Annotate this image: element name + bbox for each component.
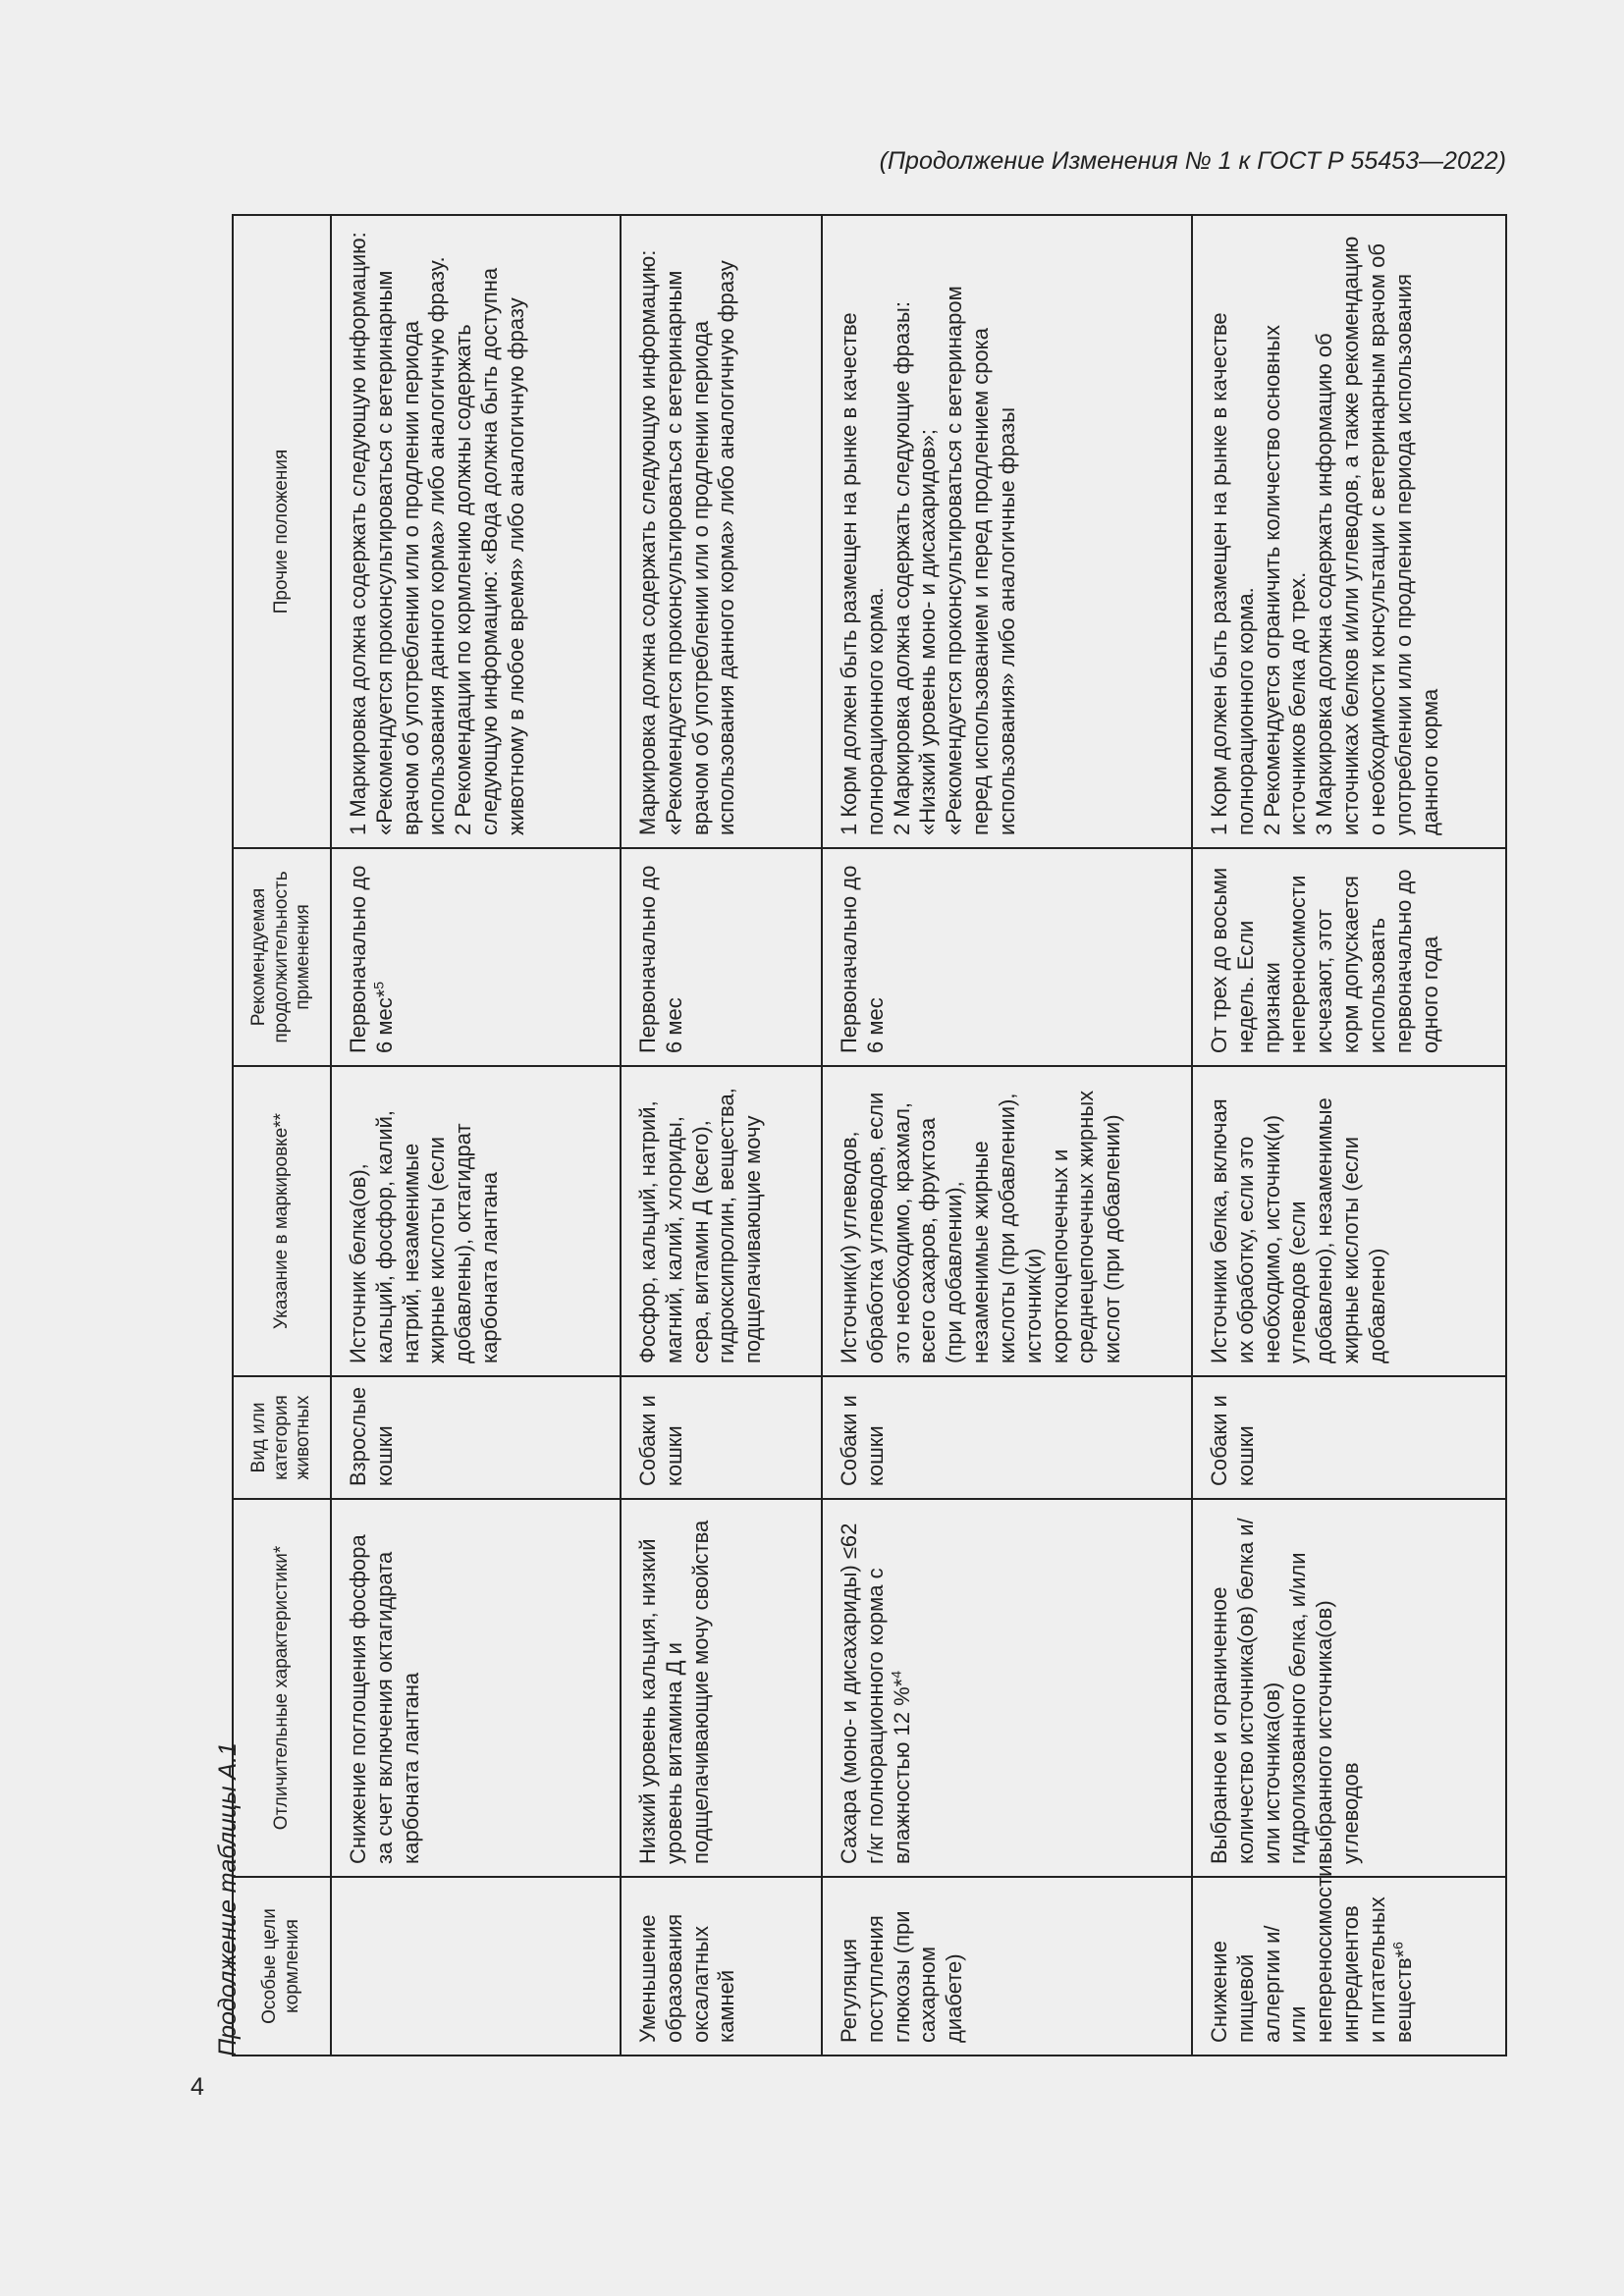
table-wrapper bbox=[232, 216, 1505, 2056]
column-header: Указание в маркировке** bbox=[233, 1066, 331, 1376]
feeding-goals-table bbox=[232, 214, 1507, 2056]
goal-cell: Регуляция поступления глюкозы (при сахарном диабете) bbox=[822, 1877, 1192, 2056]
duration-cell bbox=[621, 848, 822, 1066]
labeling-cell: Фосфор, кальций, натрий, магний, калий, хлориды, сера, витамин Д (всего), гидроксипролин, вещества, подщелачивающие мочу bbox=[621, 1066, 822, 1376]
provision-line: 2 Рекомендации по кормлению должны содержать следующую информацию: «Вода должна быть доступна животному в любое время» либо аналогичную фразу bbox=[451, 267, 528, 835]
table-row bbox=[822, 215, 1192, 2056]
table-row bbox=[621, 215, 822, 2056]
goal-text: Снижение пищевой аллергии и/или непереносимости ингредиентов и питательных веществ* bbox=[1207, 1864, 1416, 2043]
table-continuation-caption: Продолжение таблицы А.1 bbox=[214, 1742, 242, 2056]
other-provisions-cell bbox=[621, 215, 822, 848]
goal-cell bbox=[331, 1877, 621, 2056]
duration-cell bbox=[331, 848, 621, 1066]
footnote-marker: 4 bbox=[888, 1670, 904, 1679]
footnote-marker: 5 bbox=[370, 981, 387, 989]
labeling-cell: Источник белка(ов), кальций, фосфор, калий, натрий, незаменимые жирные кислоты (если добавлены), октагидрат карбоната лантана bbox=[331, 1066, 621, 1376]
column-header: Прочие положения bbox=[233, 215, 331, 848]
species-cell: Взрослые кошки bbox=[331, 1376, 621, 1499]
duration-text: Первоначально до 6 мес* bbox=[346, 865, 397, 1053]
characteristics-cell bbox=[822, 1499, 1192, 1877]
provision-line: «Рекомендуется проконсультироваться с ветеринаром перед использованием и перед продлением срока использования» либо аналогичные фразы bbox=[942, 286, 1019, 835]
table-row bbox=[1192, 215, 1506, 2056]
table-row bbox=[331, 215, 621, 2056]
other-provisions-cell bbox=[331, 215, 621, 848]
duration-text: От трех до восьми недель. Если признаки непереносимости исчезают, этот корм допускается использовать первоначально до одного года bbox=[1207, 867, 1442, 1053]
other-provisions-cell bbox=[822, 215, 1192, 848]
labeling-cell: Источники белка, включая их обработку, если это необходимо, источник(и) углеводов (если добавлено), незаменимые жирные кислоты (если добавлено) bbox=[1192, 1066, 1506, 1376]
provision-line: 2 Рекомендуется ограничить количество основных источников белка до трех. bbox=[1259, 324, 1311, 835]
characteristics-cell: Снижение поглощения фосфора за счет включения октагидрата карбоната лантана bbox=[331, 1499, 621, 1877]
goal-cell bbox=[1192, 1864, 1506, 2056]
column-header: Особые цели кормления bbox=[233, 1877, 331, 2056]
page-number: 4 bbox=[190, 2073, 204, 2101]
species-cell: Собаки и кошки bbox=[822, 1376, 1192, 1499]
duration-text: Первоначально до 6 мес bbox=[635, 865, 686, 1053]
duration-cell bbox=[1192, 848, 1506, 1066]
provision-line: 3 Маркировка должна содержать информацию об источниках белков и/или углеводов, а также рекомендацию о необходимости консультации с ветеринарным врачом об употреблении или о продлении периода использования данного корма bbox=[1312, 236, 1442, 835]
running-head: (Продолжение Изменения № 1 к ГОСТ Р 55453—2022) bbox=[879, 147, 1506, 175]
provision-line: 1 Маркировка должна содержать следующую информацию: «Рекомендуется проконсультироваться с ветеринарным врачом об употреблении или о продлении периода использования данного корма» либо аналогичную фразу. bbox=[346, 232, 450, 835]
provision-line: 1 Корм должен быть размещен на рынке в качестве полнорационного корма. bbox=[837, 312, 888, 835]
species-cell: Собаки и кошки bbox=[621, 1376, 822, 1499]
characteristics-text: Сахара (моно- и дисахариды) ≤62 г/кг полнорационного корма с влажностью 12 %* bbox=[837, 1522, 914, 1864]
characteristics-cell: Выбранное и ограниченное количество источника(ов) белка и/или источника(ов) гидролизованного белка, и/или выбранного источника(ов) углеводов bbox=[1192, 1499, 1506, 1877]
column-header: Отличительные характеристики* bbox=[233, 1499, 331, 1877]
characteristics-cell: Низкий уровень кальция, низкий уровень витамина Д и подщелачивающие мочу свойства bbox=[621, 1499, 822, 1877]
provision-line: 2 Маркировка должна содержать следующие фразы: «Низкий уровень моно- и дисахаридов»; bbox=[889, 301, 941, 835]
goal-cell: Уменьшение образования оксалатных камней bbox=[621, 1877, 822, 2056]
other-provisions-cell bbox=[1192, 215, 1506, 848]
labeling-cell: Источник(и) углеводов, обработка углеводов, если это необходимо, крахмал, всего сахаров, фруктоза (при добавлении), незаменимые жирные кислоты (при добавлении), источник(и) короткоцепочечных и среднецепочечных жирных кислот (при добавлении) bbox=[822, 1066, 1192, 1376]
provision-line: 1 Корм должен быть размещен на рынке в качестве полнорационного корма. bbox=[1207, 312, 1258, 835]
table-header-row bbox=[233, 215, 331, 2056]
column-header: Рекомендуемая продолжительность применения bbox=[233, 848, 331, 1066]
footnote-marker: 6 bbox=[1389, 1942, 1406, 1949]
duration-text: Первоначально до 6 мес bbox=[837, 865, 888, 1053]
provision-line: Маркировка должна содержать следующую информацию: «Рекомендуется проконсультироваться с ветеринарным врачом об употреблении или о продлении периода использования данного корма» либо аналогичную фразу bbox=[635, 249, 739, 835]
column-header: Вид или категория животных bbox=[233, 1376, 331, 1499]
species-cell: Собаки и кошки bbox=[1192, 1376, 1506, 1499]
duration-cell bbox=[822, 848, 1192, 1066]
